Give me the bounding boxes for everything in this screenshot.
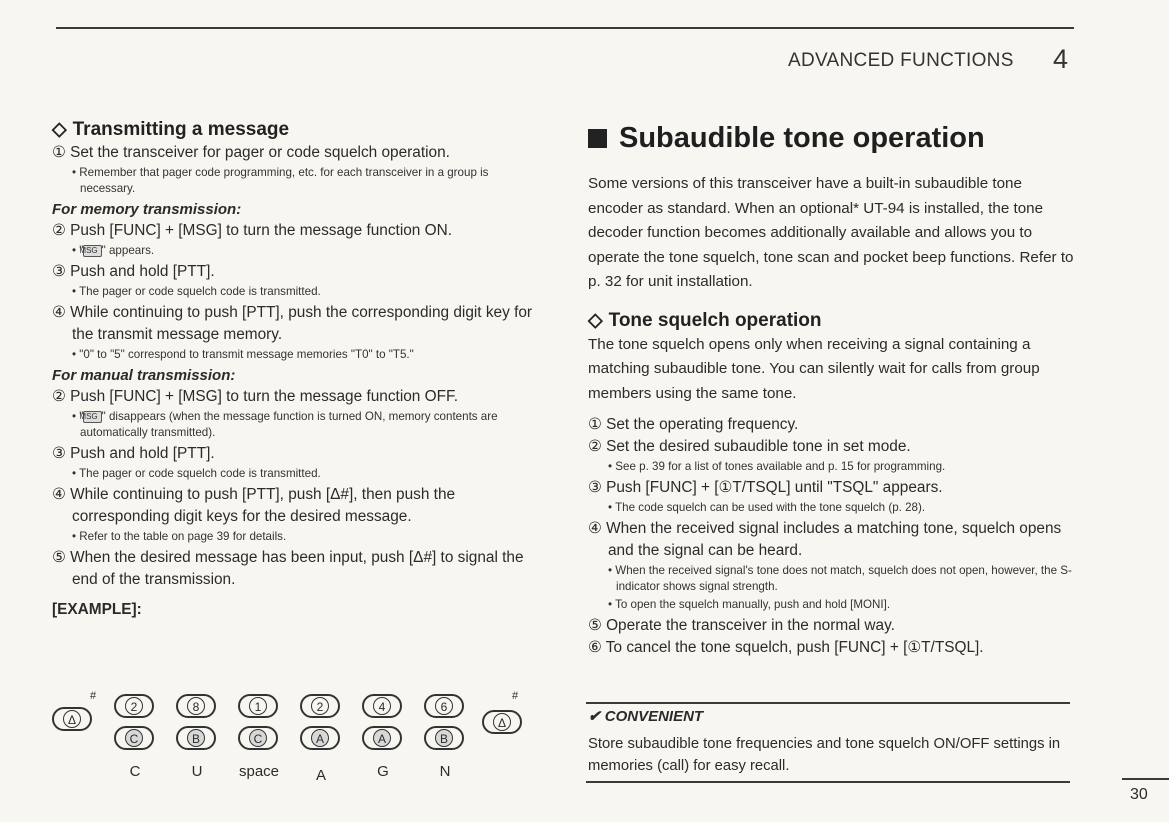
step: ② Set the desired subaudible tone in set mode.: [588, 438, 911, 455]
right-column: [588, 118, 1074, 659]
letter-label: U: [191, 763, 203, 780]
note: • When the received signal's tone does not match, squelch does not open, however, the S-indicator shows signal strength.: [608, 564, 1072, 593]
letter-label: space: [238, 763, 280, 780]
convenient-bottom-rule: [586, 781, 1070, 783]
page-number: 30: [1130, 786, 1148, 803]
section-title: ADVANCED FUNCTIONS: [788, 50, 1014, 71]
chapter-number: 4: [1053, 44, 1069, 74]
note: • The pager or code squelch code is transmitted.: [72, 285, 321, 298]
subheading-manual: For manual transmission:: [52, 367, 236, 384]
letter-label: G: [377, 763, 389, 780]
step: ③ Push and hold [PTT].: [52, 263, 215, 280]
note: • "0" to "5" correspond to transmit message memories "T0" to "T5.": [72, 348, 414, 361]
letter-label: A: [315, 767, 326, 784]
heading-tone-squelch: ◇ Tone squelch operation: [588, 309, 822, 331]
note: • "MSG " disappears (when the message function is turned ON, memory contents are automatically transmitted).: [72, 410, 498, 439]
step: ③ Push and hold [PTT].: [52, 445, 215, 462]
diamond-icon: ◇: [588, 309, 603, 331]
note: • Refer to the table on page 39 for details.: [72, 530, 287, 543]
note: • The pager or code squelch code is transmitted.: [72, 467, 321, 480]
step: ④ While continuing to push [PTT], push the corresponding digit key for the transmit message memory.: [52, 304, 533, 343]
key-top-1: 2: [114, 694, 154, 718]
key-bottom-1: C: [114, 726, 154, 750]
note: • The code squelch can be used with the tone squelch (p. 28).: [608, 501, 926, 514]
example-label: [EXAMPLE]:: [52, 601, 142, 618]
heading-transmitting-message: ◇ Transmitting a message: [52, 119, 290, 140]
header-rule: [56, 27, 1074, 29]
heading-subaudible-tone: Subaudible tone operation: [588, 118, 1074, 158]
step: ⑤ Operate the transceiver in the normal way.: [588, 617, 895, 634]
page-number-rule: [1122, 778, 1169, 780]
intro-paragraph: Some versions of this transceiver have a built-in subaudible tone encoder as standard. When an optional* UT-94 is installed, the tone decoder function becomes additionally available and allows you to operate the tone squelch, tone scan and pocket beep functions. Refer to p. 32 for unit installation.: [588, 175, 1074, 290]
key-bottom-5: A: [362, 726, 402, 750]
keypad-example: [52, 690, 532, 790]
letter-label: N: [439, 763, 451, 780]
key-top-3: 1: [238, 694, 278, 718]
step: ② Push [FUNC] + [MSG] to turn the message function ON.: [52, 222, 452, 239]
tone-squelch-intro: The tone squelch opens only when receiving a signal containing a matching subaudible tone. You can silently wait for calls from group members using the same tone.: [588, 335, 1040, 402]
step: ④ While continuing to push [PTT], push [Δ#], then push the corresponding digit keys for the desired message.: [52, 486, 456, 525]
key-bottom-2: B: [176, 726, 216, 750]
key-bottom-4: A: [300, 726, 340, 750]
hash-label: #: [512, 690, 519, 702]
key-bottom-3: C: [238, 726, 278, 750]
delta-key-end: Δ: [482, 710, 522, 734]
convenient-heading: ✔ CONVENIENT: [588, 708, 704, 725]
note: • "MSG " appears.: [72, 244, 155, 257]
note: • To open the squelch manually, push and hold [MONI].: [608, 598, 891, 611]
left-column: [52, 118, 542, 621]
square-bullet-icon: [588, 129, 607, 148]
key-top-4: 2: [300, 694, 340, 718]
step: ③ Push [FUNC] + [①T/TSQL] until "TSQL" appears.: [588, 479, 943, 496]
subheading-memory: For memory transmission:: [52, 201, 242, 218]
msg-indicator-icon: MSG: [83, 411, 101, 423]
convenient-top-rule: [586, 702, 1070, 704]
convenient-text: Store subaudible tone frequencies and tone squelch ON/OFF settings in memories (call) for easy recall.: [588, 736, 1061, 774]
note: • Remember that pager code programming, etc. for each transceiver in a group is necessary.: [72, 166, 489, 195]
key-top-5: 4: [362, 694, 402, 718]
key-top-6: 6: [424, 694, 464, 718]
diamond-icon: ◇: [52, 119, 67, 140]
step: ⑤ When the desired message has been input, push [Δ#] to signal the end of the transmission.: [52, 549, 524, 588]
delta-key-start: Δ: [52, 707, 92, 731]
letter-label: C: [129, 763, 141, 780]
step: ① Set the operating frequency.: [588, 416, 799, 433]
step: ④ When the received signal includes a matching tone, squelch opens and the signal can be heard.: [588, 520, 1062, 559]
step: ① Set the transceiver for pager or code squelch operation.: [52, 144, 450, 161]
step: ② Push [FUNC] + [MSG] to turn the message function OFF.: [52, 388, 458, 405]
step: ⑥ To cancel the tone squelch, push [FUNC] + [①T/TSQL].: [588, 639, 984, 656]
hash-label: #: [90, 690, 97, 702]
msg-indicator-icon: MSG: [83, 245, 101, 257]
key-bottom-6: B: [424, 726, 464, 750]
key-top-2: 8: [176, 694, 216, 718]
note: • See p. 39 for a list of tones available and p. 15 for programming.: [608, 460, 946, 473]
